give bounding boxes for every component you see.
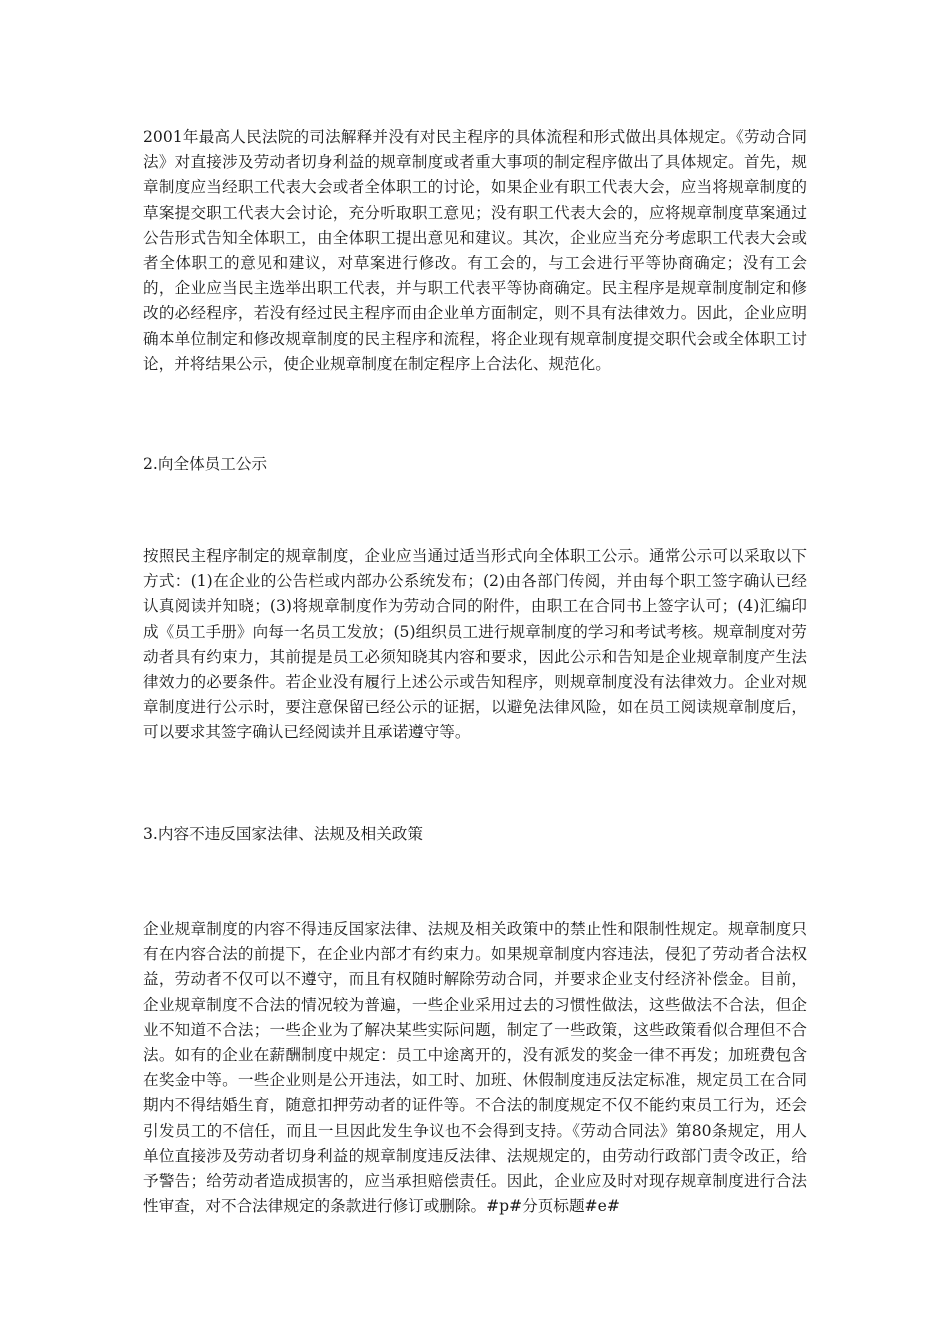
section-heading-legality: 3.内容不违反国家法律、法规及相关政策 [143,825,423,843]
paragraph-democratic-procedure: 2001年最高人民法院的司法解释并没有对民主程序的具体流程和形式做出具体规定。《劳动合同法》对直接涉及劳动者切身利益的规章制度或者重大事项的制定程序做出了具体规定。首先，规章制度应当经职工代表大会或者全体职工的讨论，如果企业有职工代表大会，应当将规章制度的草案提交职工代表大会讨论，充分听取职工意见；没有职工代表大会的，应将规章制度草案通过公告形式告知全体职工，由全体职工提出意见和建议。其次，企业应当充分考虑职工代表大会或者全体职工的意见和建议，对草案进行修改。有工会的，与工会进行平等协商确定；没有工会的，企业应当民主选举出职工代表，并与职工代表平等协商确定。民主程序是规章制度制定和修改的必经程序，若没有经过民主程序而由企业单方面制定，则不具有法律效力。因此，企业应明确本单位制定和修改规章制度的民主程序和流程，将企业现有规章制度提交职代会或全体职工讨论，并将结果公示，使企业规章制度在制定程序上合法化、规范化。 [143,128,807,373]
paragraph-legality: 企业规章制度的内容不得违反国家法律、法规及相关政策中的禁止性和限制性规定。规章制度只有在内容合法的前提下，在企业内部才有约束力。如果规章制度内容违法，侵犯了劳动者合法权益，劳动者不仅可以不遵守，而且有权随时解除劳动合同，并要求企业支付经济补偿金。目前，企业规章制度不合法的情况较为普遍，一些企业采用过去的习惯性做法，这些做法不合法，但企业不知道不合法；一些企业为了解决某些实际问题，制定了一些政策，这些政策看似合理但不合法。如有的企业在薪酬制度中规定：员工中途离开的，没有派发的奖金一律不再发；加班费包含在奖金中等。一些企业则是公开违法，如工时、加班、休假制度违反法定标准，规定员工在合同期内不得结婚生育，随意扣押劳动者的证件等。不合法的制度规定不仅不能约束员工行为，还会引发员工的不信任，而且一旦因此发生争议也不会得到支持。《劳动合同法》第80条规定，用人单位直接涉及劳动者切身利益的规章制度违反法律、法规规定的，由劳动行政部门责令改正，给予警告；给劳动者造成损害的，应当承担赔偿责任。因此，企业应及时对现存规章制度进行合法性审查，对不合法律规定的条款进行修订或删除。#p#分页标题#e# [143,920,807,1216]
section-heading-publicize: 2.向全体员工公示 [143,455,268,473]
paragraph-publicize: 按照民主程序制定的规章制度，企业应当通过适当形式向全体职工公示。通常公示可以采取以下方式：(1)在企业的公告栏或内部办公系统发布；(2)由各部门传阅，并由每个职工签字确认已经认真阅读并知晓；(3)将规章制度作为劳动合同的附件，由职工在合同书上签字认可；(4)汇编印成《员工手册》向每一名员工发放；(5)组织员工进行规章制度的学习和考试考核。规章制度对劳动者具有约束力，其前提是员工必须知晓其内容和要求，因此公示和告知是企业规章制度产生法律效力的必要条件。若企业没有履行上述公示或告知程序，则规章制度没有法律效力。企业对规章制度进行公示时，要注意保留已经公示的证据，以避免法律风险，如在员工阅读规章制度后，可以要求其签字确认已经阅读并且承诺遵守等。 [143,547,807,742]
